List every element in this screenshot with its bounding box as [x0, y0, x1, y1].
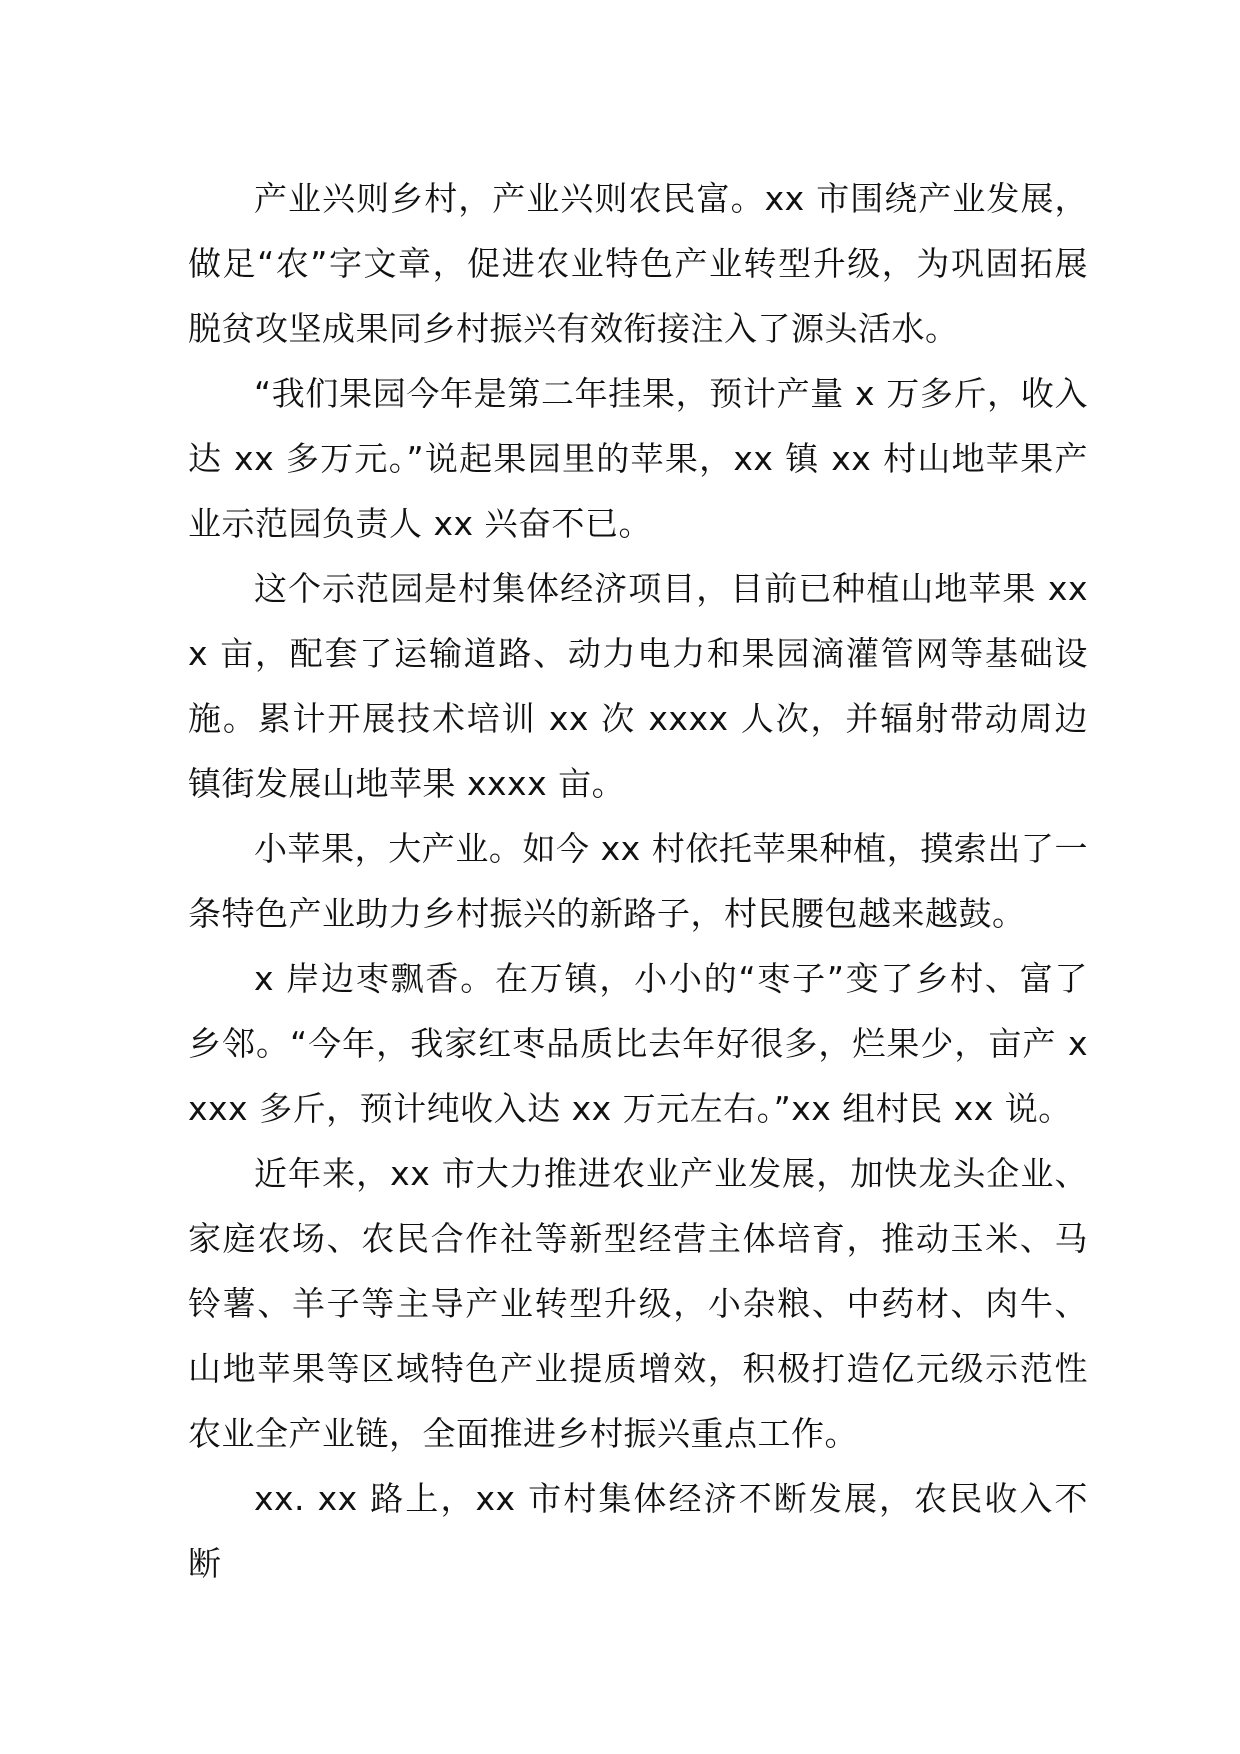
paragraph: 这个示范园是村集体经济项目，目前已种植山地苹果 xxx 亩，配套了运输道路、动力电力和果园滴灌管网等基础设施。累计开展技术培训 xx 次 xxxx 人次，并辐射带动周边镇街发展山地苹果 xxxx 亩。	[188, 569, 1088, 803]
paragraph: 产业兴则乡村，产业兴则农民富。xx 市围绕产业发展，做足“农”字文章，促进农业特色产业转型升级，为巩固拓展脱贫攻坚成果同乡村振兴有效衔接注入了源头活水。	[188, 179, 1088, 348]
paragraph: “我们果园今年是第二年挂果，预计产量 x 万多斤，收入达 xx 多万元。”说起果园里的苹果，xx 镇 xx 村山地苹果产业示范园负责人 xx 兴奋不已。	[188, 374, 1088, 543]
paragraph: 近年来，xx 市大力推进农业产业发展，加快龙头企业、家庭农场、农民合作社等新型经营主体培育，推动玉米、马铃薯、羊子等主导产业转型升级，小杂粮、中药材、肉牛、山地苹果等区域特色产业提质增效，积极打造亿元级示范性农业全产业链，全面推进乡村振兴重点工作。	[188, 1154, 1088, 1453]
document-body	[188, 166, 1088, 1596]
paragraph: xx. xx 路上，xx 市村集体经济不断发展，农民收入不断	[188, 1479, 1088, 1583]
paragraph: x 岸边枣飘香。在万镇，小小的“枣子”变了乡村、富了乡邻。“今年，我家红枣品质比去年好很多，烂果少，亩产 xxxx 多斤，预计纯收入达 xx 万元左右。”xx 组村民 xx 说。	[188, 959, 1088, 1128]
paragraph: 小苹果，大产业。如今 xx 村依托苹果种植，摸索出了一条特色产业助力乡村振兴的新路子，村民腰包越来越鼓。	[188, 829, 1088, 933]
